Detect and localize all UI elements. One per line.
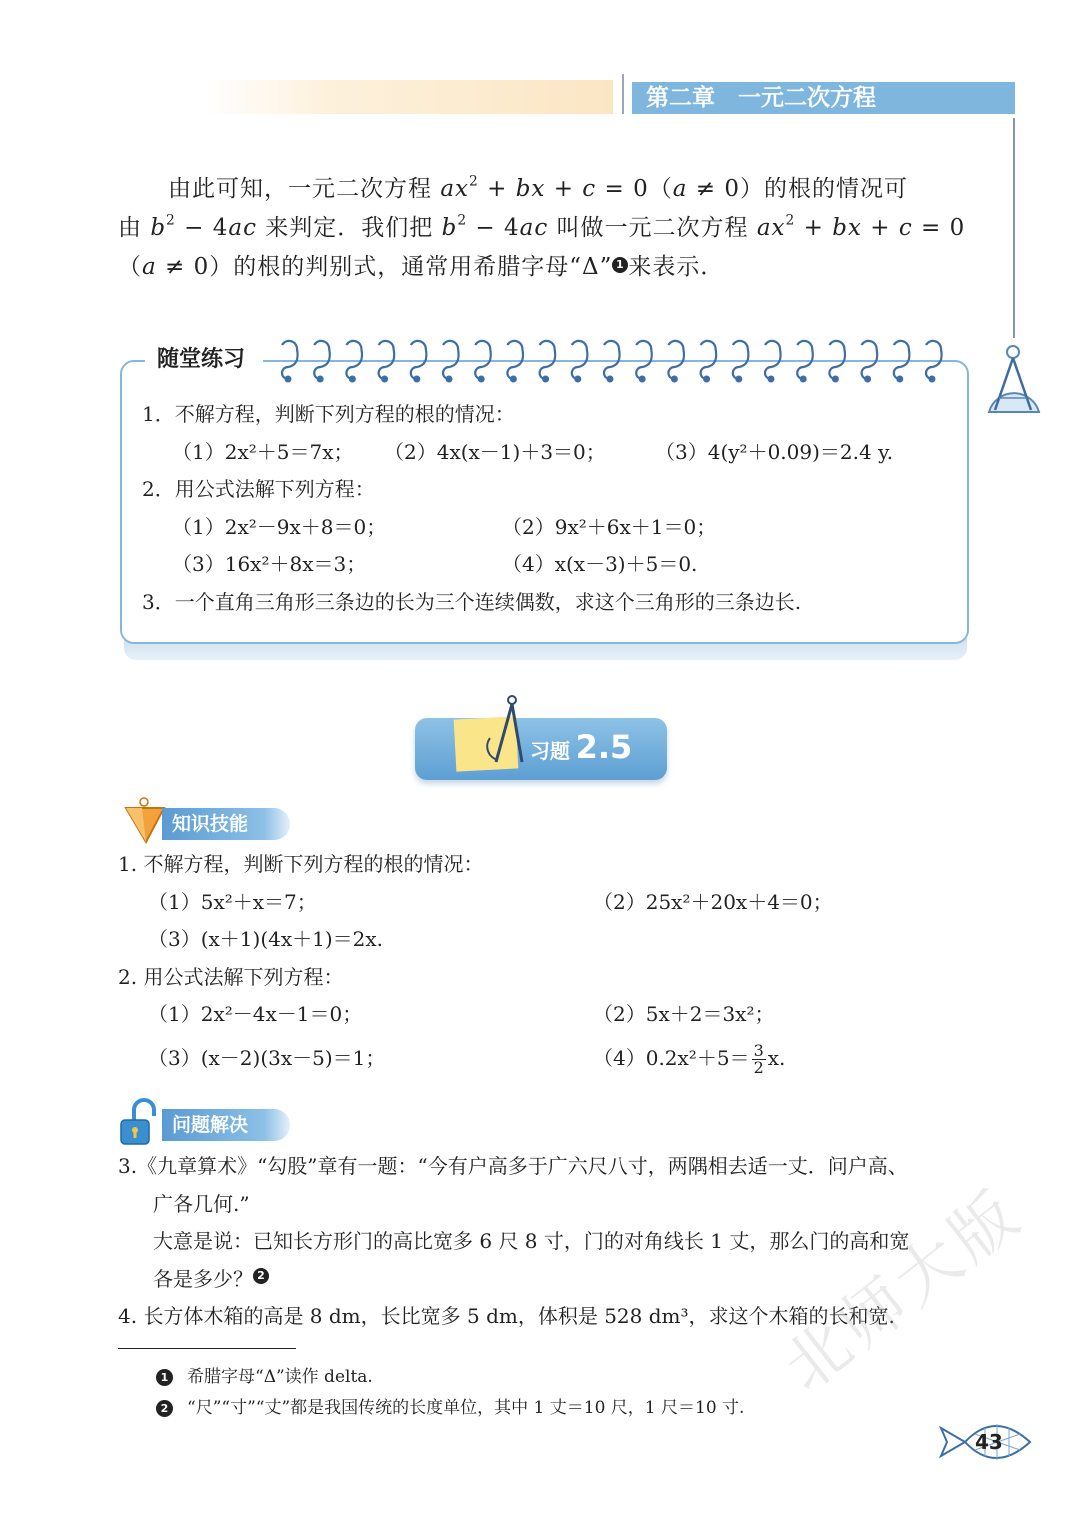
ring-hole-4 bbox=[381, 376, 388, 383]
ring-17 bbox=[797, 341, 813, 379]
exercise-number: 2.5 bbox=[575, 728, 633, 766]
cone-icon bbox=[124, 796, 166, 844]
practice-q2: 2．用公式法解下列方程： bbox=[142, 477, 375, 501]
ring-hole-7 bbox=[478, 376, 485, 383]
ring-20 bbox=[894, 341, 910, 379]
ring-hole-9 bbox=[542, 376, 549, 383]
ring-hole-1 bbox=[285, 376, 292, 383]
skills-q2b: （2）5x＋2＝3x²； bbox=[593, 1002, 775, 1026]
section-tag-problem: 问题解决 bbox=[162, 1109, 290, 1141]
fraction-three-halves: $\frac{3}{2}$ bbox=[753, 1040, 764, 1077]
ring-14 bbox=[701, 341, 717, 379]
ring-1 bbox=[282, 341, 298, 379]
ring-10 bbox=[572, 341, 588, 379]
ring-hole-13 bbox=[671, 376, 678, 383]
exercise-label bbox=[530, 728, 632, 766]
page-number: 43 bbox=[975, 1430, 1003, 1454]
skills-q1: 1. 不解方程，判断下列方程的根的情况： bbox=[118, 852, 484, 876]
ring-4 bbox=[379, 341, 395, 379]
problem-q3-line2: 广各几何.” bbox=[153, 1191, 250, 1216]
practice-q2d: （4）x(x－3)＋5＝0. bbox=[502, 552, 698, 576]
ring-hole-17 bbox=[800, 376, 807, 383]
ring-7 bbox=[475, 341, 491, 379]
ring-19 bbox=[862, 341, 878, 379]
ring-hole-5 bbox=[413, 376, 420, 383]
footnote-divider bbox=[118, 1348, 296, 1349]
ring-hole-14 bbox=[703, 376, 710, 383]
ring-2 bbox=[314, 341, 330, 379]
problem-q3-line3: 大意是说：已知长方形门的高比宽多 6 尺 8 寸，门的对角线长 1 丈，那么门的高和宽 bbox=[153, 1229, 910, 1253]
footnote-1: 1 希腊字母“Δ”读作 delta. bbox=[156, 1362, 373, 1392]
watermark: 北师大版 bbox=[770, 1175, 1037, 1407]
skills-q2: 2. 用公式法解下列方程： bbox=[118, 964, 344, 989]
ring-9 bbox=[540, 341, 556, 379]
ring-hole-19 bbox=[864, 376, 871, 383]
compass-icon bbox=[470, 694, 530, 774]
skills-q2c: （3）(x－2)(3x－5)＝1； bbox=[148, 1045, 386, 1070]
practice-q1: 1．不解方程，判断下列方程的根的情况： bbox=[142, 402, 515, 426]
practice-q2b: （2）9x²＋6x＋1＝0； bbox=[502, 514, 717, 539]
ring-13 bbox=[668, 341, 684, 379]
problem-q3-line1: 3.《九章算术》“勾股”章有一题：“今有户高多于广六尺八寸，两隅相去适一丈．问户高、 bbox=[118, 1154, 908, 1178]
skills-q2a: （1）2x²－4x－1＝0； bbox=[148, 1002, 363, 1026]
practice-q1c: （3）4(y²＋0.09)＝2.4 y. bbox=[655, 439, 894, 464]
practice-title: 随堂练习 bbox=[145, 340, 263, 380]
ring-5 bbox=[411, 341, 427, 379]
ring-hole-10 bbox=[574, 376, 581, 383]
ring-16 bbox=[765, 341, 781, 379]
footnote-marker-1: 1 bbox=[612, 257, 628, 273]
intro-paragraph: 由此可知，一元二次方程 $ax^2$ + bx + c = 0（a ≠ 0）的根的情况可 由 $b^2 - 4ac$ 来判定．我们把 $b^2 - 4ac$ 叫做一元二次方程 $ax^2$ + bx + c = 0 （a ≠ 0）的根的判别式，通常用希腊字母“Δ” 1 来表示． bbox=[118, 173, 966, 280]
header-decoration bbox=[205, 80, 613, 114]
practice-q1a: （1）2x²＋5＝7x； bbox=[172, 439, 354, 464]
skills-q2d: （4）0.2x²＋5＝ $\frac{3}{2}$ x. bbox=[593, 1040, 786, 1077]
footnote-2: 2 “尺”“寸”“丈”都是我国传统的长度单位，其中 1 丈＝10 尺，1 尺＝10 寸. bbox=[156, 1393, 744, 1423]
section-tag-skills: 知识技能 bbox=[162, 808, 290, 840]
practice-questions bbox=[142, 396, 962, 621]
footnote-marker-2: 2 bbox=[253, 1268, 269, 1284]
skills-q1a: （1）5x²＋x＝7； bbox=[148, 889, 317, 914]
ring-hole-3 bbox=[349, 376, 356, 383]
ring-hole-18 bbox=[832, 376, 839, 383]
padlock-icon bbox=[118, 1098, 164, 1148]
ring-12 bbox=[636, 341, 652, 379]
header-divider bbox=[622, 74, 624, 114]
ring-hole-6 bbox=[446, 376, 453, 383]
exercise-label-small: 习题 bbox=[530, 739, 570, 763]
ring-8 bbox=[507, 341, 523, 379]
notebook-rings bbox=[268, 335, 948, 390]
ring-hole-11 bbox=[607, 376, 614, 383]
practice-q3: 3．一个直角三角形三条边的长为三个连续偶数，求这个三角形的三条边长. bbox=[142, 589, 802, 614]
ring-hole-15 bbox=[735, 376, 742, 383]
skills-questions bbox=[118, 846, 998, 1082]
practice-q2a: （1）2x²－9x＋8＝0； bbox=[172, 514, 387, 539]
margin-rule bbox=[1013, 118, 1015, 338]
ring-hole-2 bbox=[317, 376, 324, 383]
skills-q1c: （3）(x＋1)(4x＋1)＝2x. bbox=[148, 927, 384, 951]
ring-hole-8 bbox=[510, 376, 517, 383]
ring-15 bbox=[733, 341, 749, 379]
problem-q4: 4. 长方体木箱的高是 8 dm，长比宽多 5 dm，体积是 528 dm³，求这个木箱的长和宽. bbox=[118, 1304, 895, 1328]
practice-q1b: （2）4x(x－1)＋3＝0； bbox=[384, 439, 606, 464]
chapter-title: 第二章 一元二次方程 bbox=[632, 82, 1015, 114]
ring-21 bbox=[926, 341, 942, 379]
ring-hole-12 bbox=[639, 376, 646, 383]
ring-3 bbox=[346, 341, 362, 379]
ring-18 bbox=[829, 341, 845, 379]
ring-11 bbox=[604, 341, 620, 379]
ring-hole-20 bbox=[896, 376, 903, 383]
ring-hole-21 bbox=[929, 376, 936, 383]
ring-hole-16 bbox=[768, 376, 775, 383]
practice-q2c: （3）16x²＋8x＝3； bbox=[172, 552, 367, 576]
compass-protractor-icon bbox=[985, 340, 1045, 415]
ring-6 bbox=[443, 341, 459, 379]
problem-q3-line4: 各是多少？ bbox=[153, 1266, 253, 1291]
skills-q1b: （2）25x²＋20x＋4＝0； bbox=[593, 889, 833, 914]
